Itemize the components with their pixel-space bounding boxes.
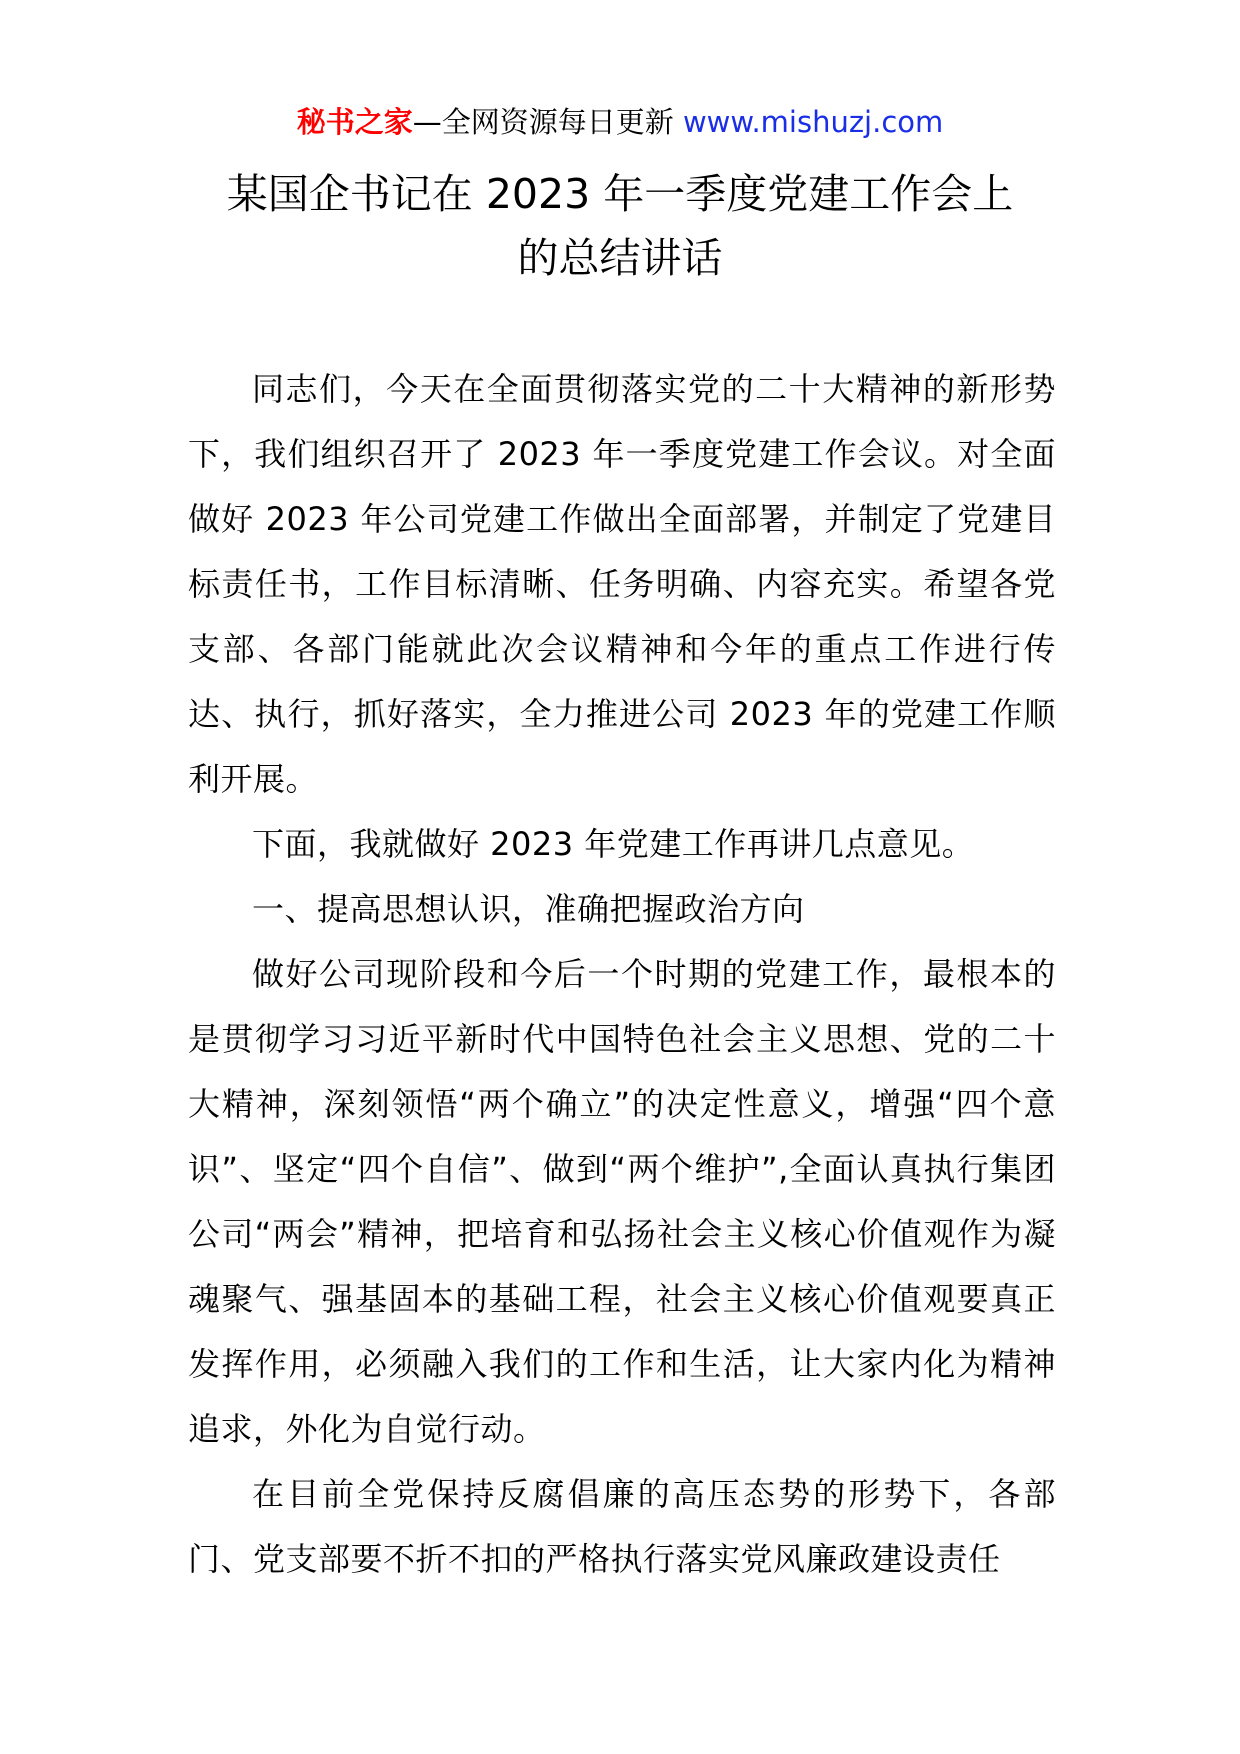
brand-name: 秘书之家 xyxy=(296,105,413,139)
paragraph-transition: 下面，我就做好 2023 年党建工作再讲几点意见。 xyxy=(252,825,975,863)
title-line-1: 某国企书记在 2023 年一季度党建工作会上 xyxy=(226,170,1014,218)
paragraph-section-1: 做好公司现阶段和今后一个时期的党建工作，最根本的是贯彻学习习近平新时代中国特色社会主义思想、党的二十大精神，深刻领悟“两个确立”的决定性意义，增强“四个意识”、坚定“四个自信”、做到“两个维护”,全面认真执行集团公司“两会”精神，把培育和弘扬社会主义核心价值观作为凝魂聚气、强基固本的基础工程，社会主义核心价值观要真正发挥作用，必须融入我们的工作和生活，让大家内化为精神追求，外化为自觉行动。 xyxy=(188,955,1056,1448)
document-title xyxy=(170,162,1070,290)
header-tagline: —全网资源每日更新 xyxy=(412,105,674,139)
document-body xyxy=(188,357,1056,1592)
site-url[interactable]: www.mishuzj.com xyxy=(682,105,944,139)
title-line-2: 的总结讲话 xyxy=(517,234,723,282)
paragraph-intro: 同志们，今天在全面贯彻落实党的二十大精神的新形势下，我们组织召开了 2023 年一季度党建工作会议。对全面做好 2023 年公司党建工作做出全面部署，并制定了党建目标责任书，工作目标清晰、任务明确、内容充实。希望各党支部、各部门能就此次会议精神和今年的重点工作进行传达、执行，抓好落实，全力推进公司 2023 年的党建工作顺利开展。 xyxy=(188,370,1056,798)
site-header xyxy=(0,100,1240,144)
paragraph-anticorruption: 在目前全党保持反腐倡廉的高压态势的形势下，各部门、党支部要不折不扣的严格执行落实党风廉政建设责任 xyxy=(188,1475,1056,1578)
section-heading-1: 一、提高思想认识，准确把握政治方向 xyxy=(252,890,805,928)
